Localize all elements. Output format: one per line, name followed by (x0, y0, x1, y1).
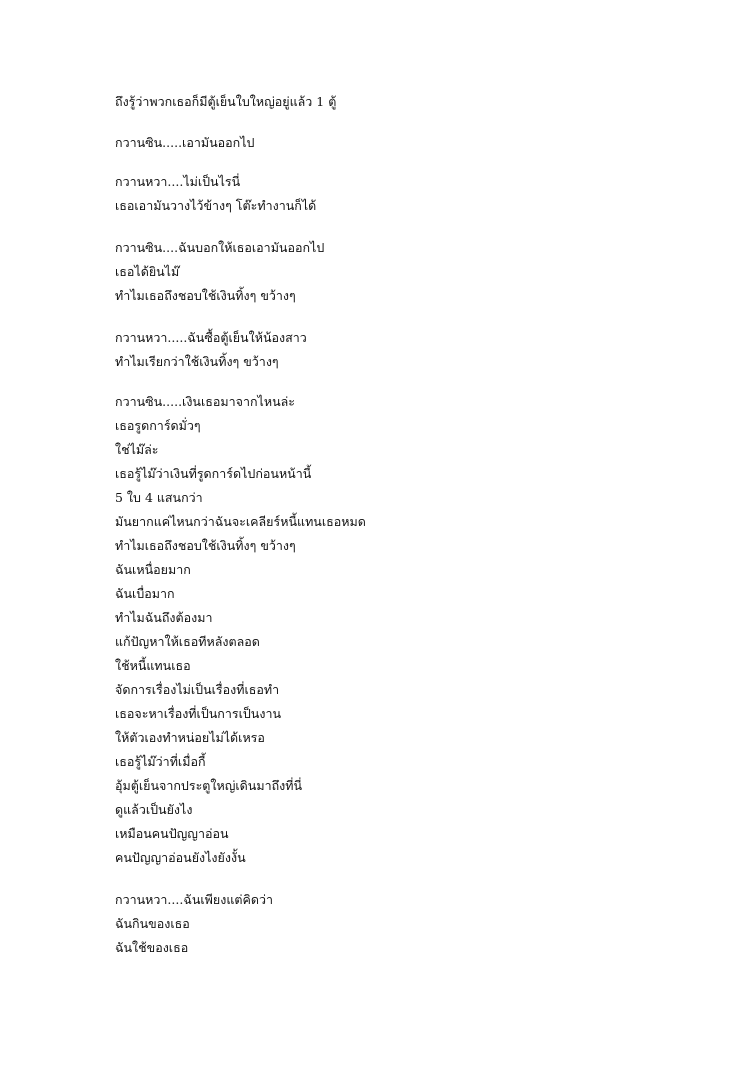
text-line: คนปัญญาอ่อนยังไงยังงั้น (115, 850, 246, 865)
text-line: เธอรู้ไม๊ว่าเงินที่รูดการ์ดไปก่อนหน้านี้ (115, 466, 312, 481)
text-line: กวานหวา....ฉันเพียงแต่คิดว่า (115, 892, 274, 907)
paragraph (115, 236, 715, 308)
paragraph (115, 390, 715, 870)
text-line: 5 ใบ 4 แสนกว่า (115, 490, 203, 505)
text-line: เหมือนคนปัญญาอ่อน (115, 826, 229, 841)
text-line: มันยากแค่ไหนกว่าฉันจะเคลียร์หนี้แทนเธอหมด (115, 514, 366, 529)
text-line: ทำไมเรียกว่าใช้เงินทิ้งๆ ขว้างๆ (115, 354, 279, 369)
paragraph (115, 888, 715, 960)
text-line: เธอรูดการ์ดมั่วๆ (115, 418, 201, 433)
text-line: ทำไมเธอถึงชอบใช้เงินทิ้งๆ ขว้างๆ (115, 288, 296, 303)
document-body (115, 90, 715, 960)
text-line: ทำไมเธอถึงชอบใช้เงินทิ้งๆ ขว้างๆ (115, 538, 296, 553)
text-line: เธอเอามันวางไว้ข้างๆ โต๊ะทำงานก็ได้ (115, 198, 317, 213)
text-line: แก้ปัญหาให้เธอทีหลังตลอด (115, 634, 260, 649)
paragraph (115, 131, 715, 155)
text-line: เธอจะหาเรื่องที่เป็นการเป็นงาน (115, 706, 282, 721)
text-line: กวานซิน....ฉันบอกให้เธอเอามันออกไป (115, 240, 325, 255)
paragraph (115, 170, 715, 218)
text-line: ถึงรู้ว่าพวกเธอก็มีตู้เย็นใบใหญ่อยู่แล้ว 1 ตู้ (115, 94, 337, 109)
text-line: จัดการเรื่องไม่เป็นเรื่องที่เธอทำ (115, 682, 280, 697)
text-line: อุ้มตู้เย็นจากประตูใหญ่เดินมาถึงที่นี่ (115, 778, 303, 793)
text-line: กวานหวา....ไม่เป็นไรนี่ (115, 174, 241, 189)
paragraph (115, 326, 715, 374)
text-line: ฉันเหนื่อยมาก (115, 562, 191, 577)
text-line: ใช้หนี้แทนเธอ (115, 658, 191, 673)
text-line: กวานซิน.....เงินเธอมาจากไหนล่ะ (115, 394, 295, 409)
text-line: ฉันใช้ของเธอ (115, 940, 189, 955)
text-line: กวานหวา.....ฉันซื้อตู้เย็นให้น้องสาว (115, 330, 307, 345)
text-line: เธอได้ยินไม๊ (115, 264, 180, 279)
text-line: ดูแล้วเป็นยังไง (115, 802, 193, 817)
text-line: ฉันกินของเธอ (115, 916, 190, 931)
text-line: ฉันเบื่อมาก (115, 586, 175, 601)
text-line: กวานซิน.....เอามันออกไป (115, 135, 255, 150)
text-line: ทำไมฉันถึงต้องมา (115, 610, 213, 625)
text-line: เธอรู้ไม๊ว่าที่เมื่อกี้ (115, 754, 206, 769)
text-line: ให้ตัวเองทำหน่อยไม่ได้เหรอ (115, 730, 265, 745)
text-line: ใช่ไม๊ล่ะ (115, 442, 159, 457)
paragraph (115, 90, 715, 114)
